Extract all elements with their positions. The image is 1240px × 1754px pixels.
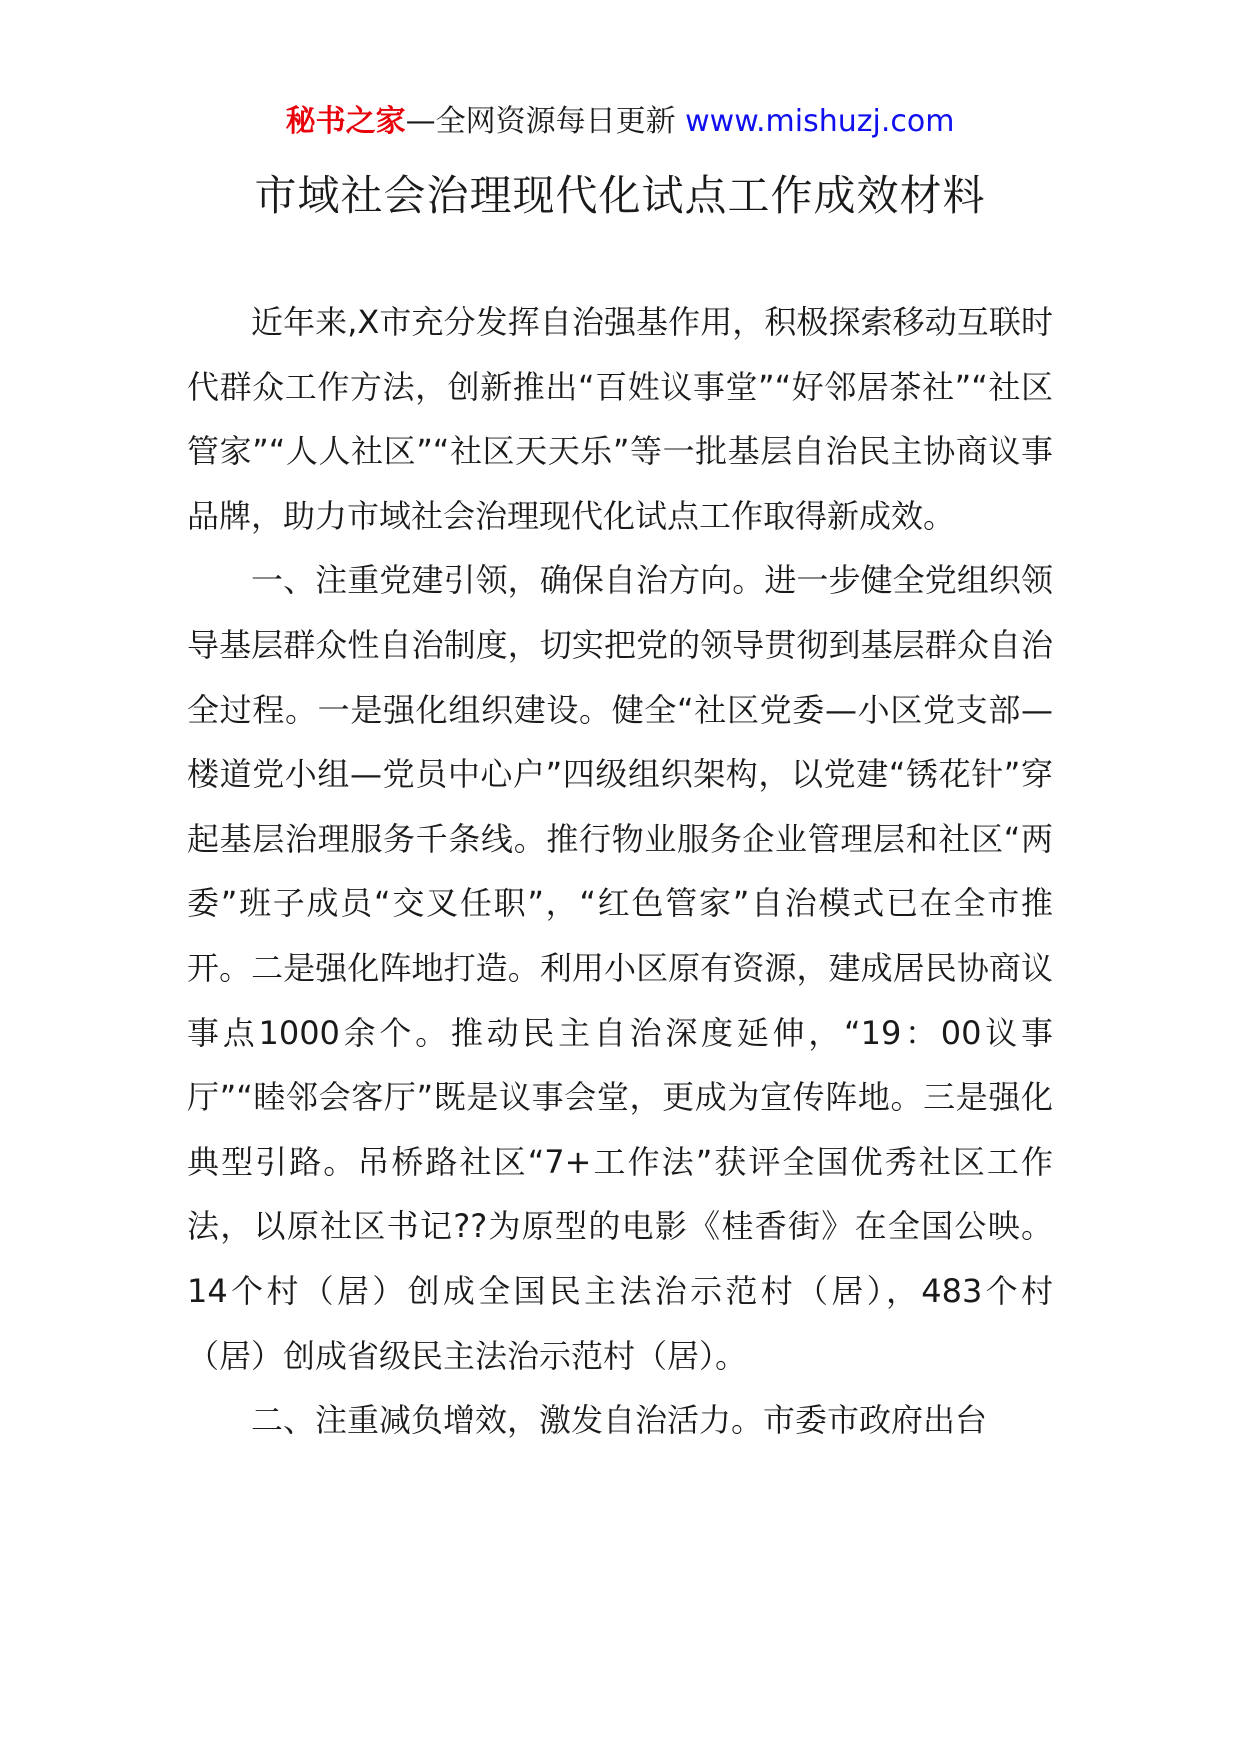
site-url-link[interactable]: www.mishuzj.com — [685, 104, 955, 139]
document-title: 市域社会治理现代化试点工作成效材料 — [254, 171, 986, 220]
document-body — [187, 290, 1053, 1453]
site-brand: 秘书之家 — [285, 104, 406, 139]
site-header — [0, 102, 1240, 142]
paragraph-intro: 近年来,X市充分发挥自治强基作用，积极探索移动互联时代群众工作方法，创新推出“百姓议事堂”“好邻居茶社”“社区管家”“人人社区”“社区天天乐”等一批基层自治民主协商议事品牌，助力市域社会治理现代化试点工作取得新成效。 — [187, 303, 1053, 535]
paragraph-burden-reduction: 二、注重减负增效，激发自治活力。市委市政府出台 — [251, 1401, 988, 1440]
site-tagline: —全网资源每日更新 — [405, 104, 676, 139]
paragraph-party-leadership: 一、注重党建引领，确保自治方向。进一步健全党组织领导基层群众性自治制度，切实把党的领导贯彻到基层群众自治全过程。一是强化组织建设。健全“社区党委—小区党支部—楼道党小组—党员中心户”四级组织架构，以党建“锈花针”穿起基层治理服务千条线。推行物业服务企业管理层和社区“两委”班子成员“交叉任职”，“红色管家”自治模式已在全市推开。二是强化阵地打造。利用小区原有资源，建成居民协商议事点1000余个。推动民主自治深度延伸，“19：00议事厅”“睦邻会客厅”既是议事会堂，更成为宣传阵地。三是强化典型引路。吊桥路社区“7+工作法”获评全国优秀社区工作法，以原社区书记??为原型的电影《桂香街》在全国公映。14个村（居）创成全国民主法治示范村（居），483个村（居）创成省级民主法治示范村（居）。 — [187, 561, 1053, 1375]
